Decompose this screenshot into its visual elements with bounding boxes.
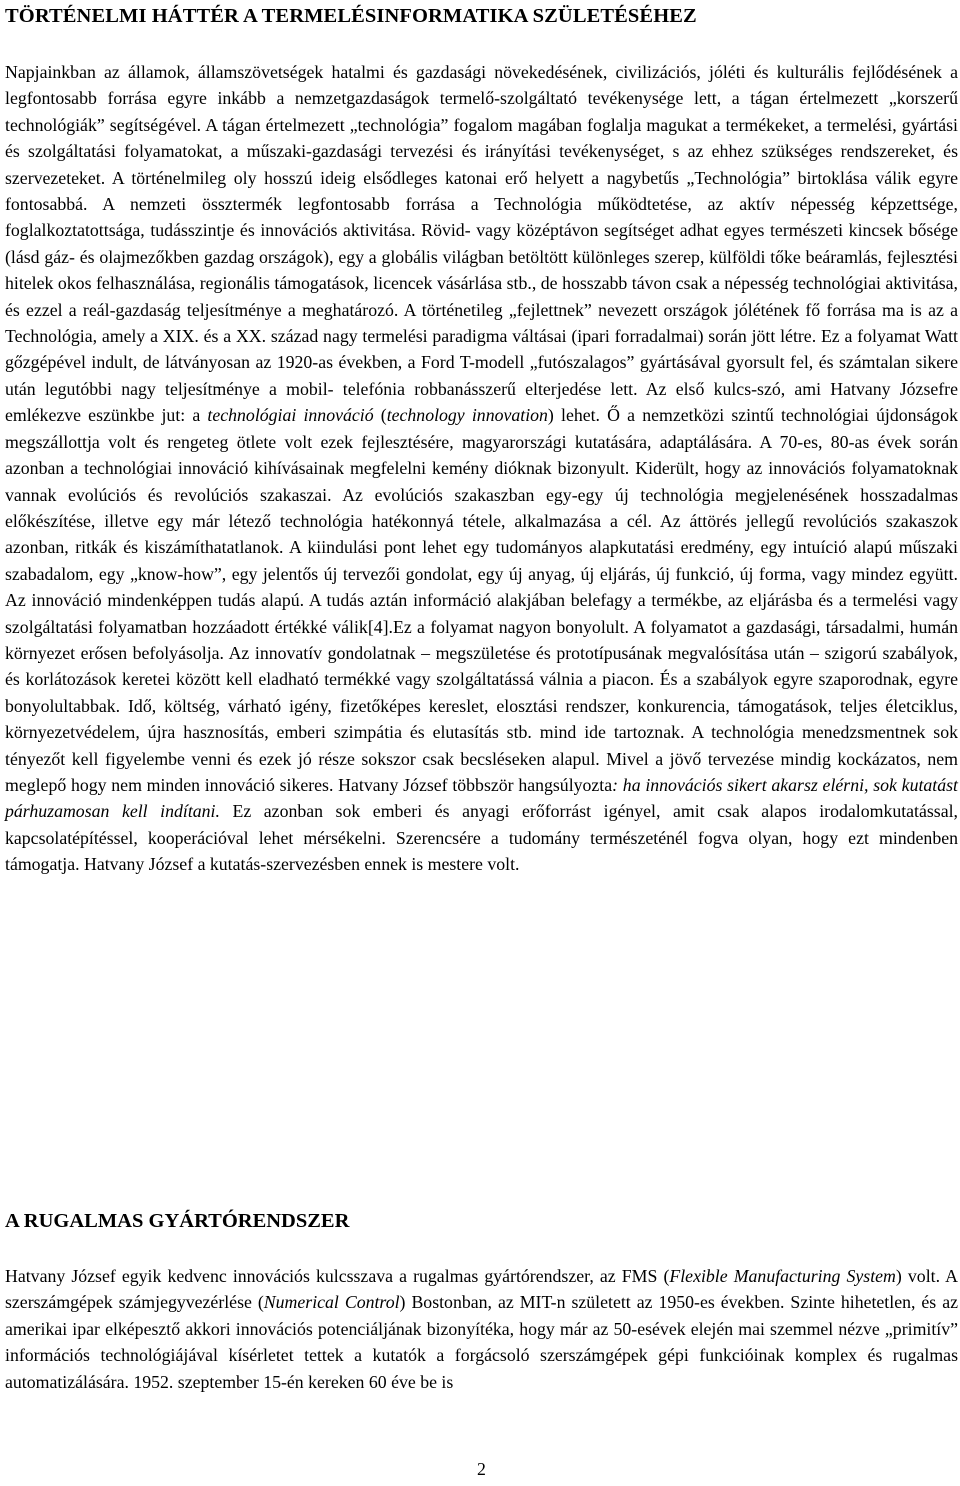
italic-term: Flexible Manufacturing System: [669, 1266, 896, 1286]
text-run: Hatvany József egyik kedvenc innovációs kulcsszava a rugalmas gyártórendszer, az FMS (: [5, 1266, 670, 1286]
section-heading-history: TÖRTÉNELMI HÁTTÉR A TERMELÉSINFORMATIKA SZÜLETÉSÉHEZ: [5, 5, 697, 27]
text-run: ) Bostonban, az MIT-n született az 1950-es években. Szinte hihetetlen, és az amerikai ipar elképesztő akkori innovációs potenciáljának bizonyítéka, hogy már az 50-esévek elején mai szemmel nézve „primitív” információs technológiájával kísérletet tettek a kutatók a forgácsoló szerszámgépek gépi funkcióinak komplex és rugalmas automatizálására. 1952. szeptember 15-én kereken 60 éve be is: [5, 1292, 958, 1392]
body-paragraph-history: [5, 59, 958, 878]
section-heading-fms: A RUGALMAS GYÁRTÓRENDSZER: [5, 1210, 350, 1232]
text-run: Napjainkban az államok, államszövetségek hatalmi és gazdasági növekedésének, civilizációs, jóléti és kulturális fejlődésének a legfontosabb forrása egyre inkább a nemzetgazdaságok termelő-szolgáltató tevékenysége lett, a tágan értelmezett „korszerű technológiák” segítségével. A tágan értelmezett „technológia” fogalom magában foglalja magukat a termékeket, a termelési, gyártási és szolgáltatási folyamatokat, a műszaki-gazdasági tervezési és irányítási tevékenységet, s az ehhez szükséges rendszereket, és szervezeteket. A történelmileg oly hosszú ideig elsődleges katonai erő helyett a nagybetűs „Technológia” birtoklása válik egyre fontosabbá. A nemzeti össztermék legfontosabb forrása a Technológia működtetése, az aktív népesség képzettsége, foglalkoztatottsága, tudásszintje és innovációs aktivitása. Rövid- vagy középtávon segítséget adhat egyes természeti kincsek bősége (lásd gáz- és olajmezőkben gazdag országok), egy a globális világban betöltött különleges szerep, külföldi tőke beáramlás, fejlesztési hitelek okos felhasználása, regionális támogatások, licencek vásárlása stb., de hosszabb távon csak a népesség technológiai aktivitása, és ezzel a reál-gazdaság teljesítménye a meghatározó. A történetileg „fejlettnek” nevezett országok jólétének fő forrása ma is az a Technológia, amely a XIX. és a XX. század nagy termelési paradigma váltásai (ipari forradalmai) során jött létre. Ez a folyamat Watt gőzgépével indult, de látványosan az 1920-as években, a Ford T-modell „futószalagos” gyártásával gyorsult fel, és számtalan sikere után legutóbbi nagy teljesítménye a mobil- telefónia robbanásszerű elterjedése lett. Az első kulcs-szó, ami Hatvany Józsefre emlékezve eszünkbe jut: a: [5, 62, 958, 426]
text-run: (: [373, 405, 387, 426]
italic-term: technológiai innováció: [207, 405, 374, 426]
body-paragraph-fms: [5, 1263, 958, 1395]
italic-term: technology innovation: [386, 405, 548, 426]
text-run: Ez azonban sok emberi és anyagi erőforrást igényel, amit csak alapos irodalomkutatással, kapcsolatépítéssel, kooperációval lehet mérsékelni. Szerencsére a tudomány természeténél fogva olyan, hogy ezt mindenben támogatja. Hatvany József a kutatás-szervezésben ennek is mestere volt.: [5, 801, 959, 875]
italic-term: Numerical Control: [263, 1292, 400, 1313]
page-number: 2: [477, 1459, 486, 1479]
italic-quote: : ha innovációs sikert akarsz elérni, sok kutatást párhuzamosan kell indítani.: [5, 774, 958, 822]
text-run: ) volt. A szerszámgépek számjegyvezérlése (: [5, 1266, 958, 1313]
text-run: ) lehet. Ő a nemzetközi szintű technológiai újdonságok megszállottja volt és rengeteg ötlete volt ezek fejlesztésére, magyarországi kutatására, adaptálására. A 70-es, 80-as évek során azonban a technológiai innováció kihívásainak megfelelni kemény dióknak bizonyult. Kiderült, hogy az innovációs folyamatoknak vannak evolúciós és revolúciós szakaszai. Az evolúciós szakaszban egy-egy új technológia megjelenésének hosszadalmas előkészítése, illetve egy már létező technológia hatékonnyá tétele, alkalmazása a cél. Az áttörés jellegű revolúciós szakaszok azonban, ritkák és kiszámíthatatlanok. A kiindulási pont lehet egy tudományos alapkutatási eredmény, egy intuíció alapú műszaki szabadalom, egy „know-how”, egy jelentős új tervezői gondolat, egy új anyag, új eljárás, új funkció, új forma, vagy mindez együtt. Az innováció mindenképpen tudás alapú. A tudás aztán információ alakjában belefagy a termékbe, az eljárásba és a termelési vagy szolgáltatási folyamatban hozzáadott értékké válik[4].Ez a folyamat nagyon bonyolult. A folyamatot a gazdasági, társadalmi, humán környezet erősen befolyásolja. Az innovatív gondolatnak – megszületése és prototípusának megvalósítása után – szigorú szabályok, és korlátozások keretei között kell eladható termékké vagy szolgáltatássá válnia a piacon. És a szabályok egyre szaporodnak, egyre bonyolultabbak. Idő, költség, várható igény, fizetőképes kereslet, elosztási rendszer, konkurencia, támogatások, teljes életciklus, környezetvédelem, újra hasznosítás, emberi szimpátia és elutasítás stb. mind ide tartoznak. A technológia menedzsmentnek sok tényezőt kell figyelembe venni és ezek jó része sokszor csak becsléseken alapul. Mivel a jövő tervezése mindig kockázatos, nem meglepő hogy nem minden innováció sikeres. Hatvany József többször hangsúlyozta: [5, 405, 959, 795]
